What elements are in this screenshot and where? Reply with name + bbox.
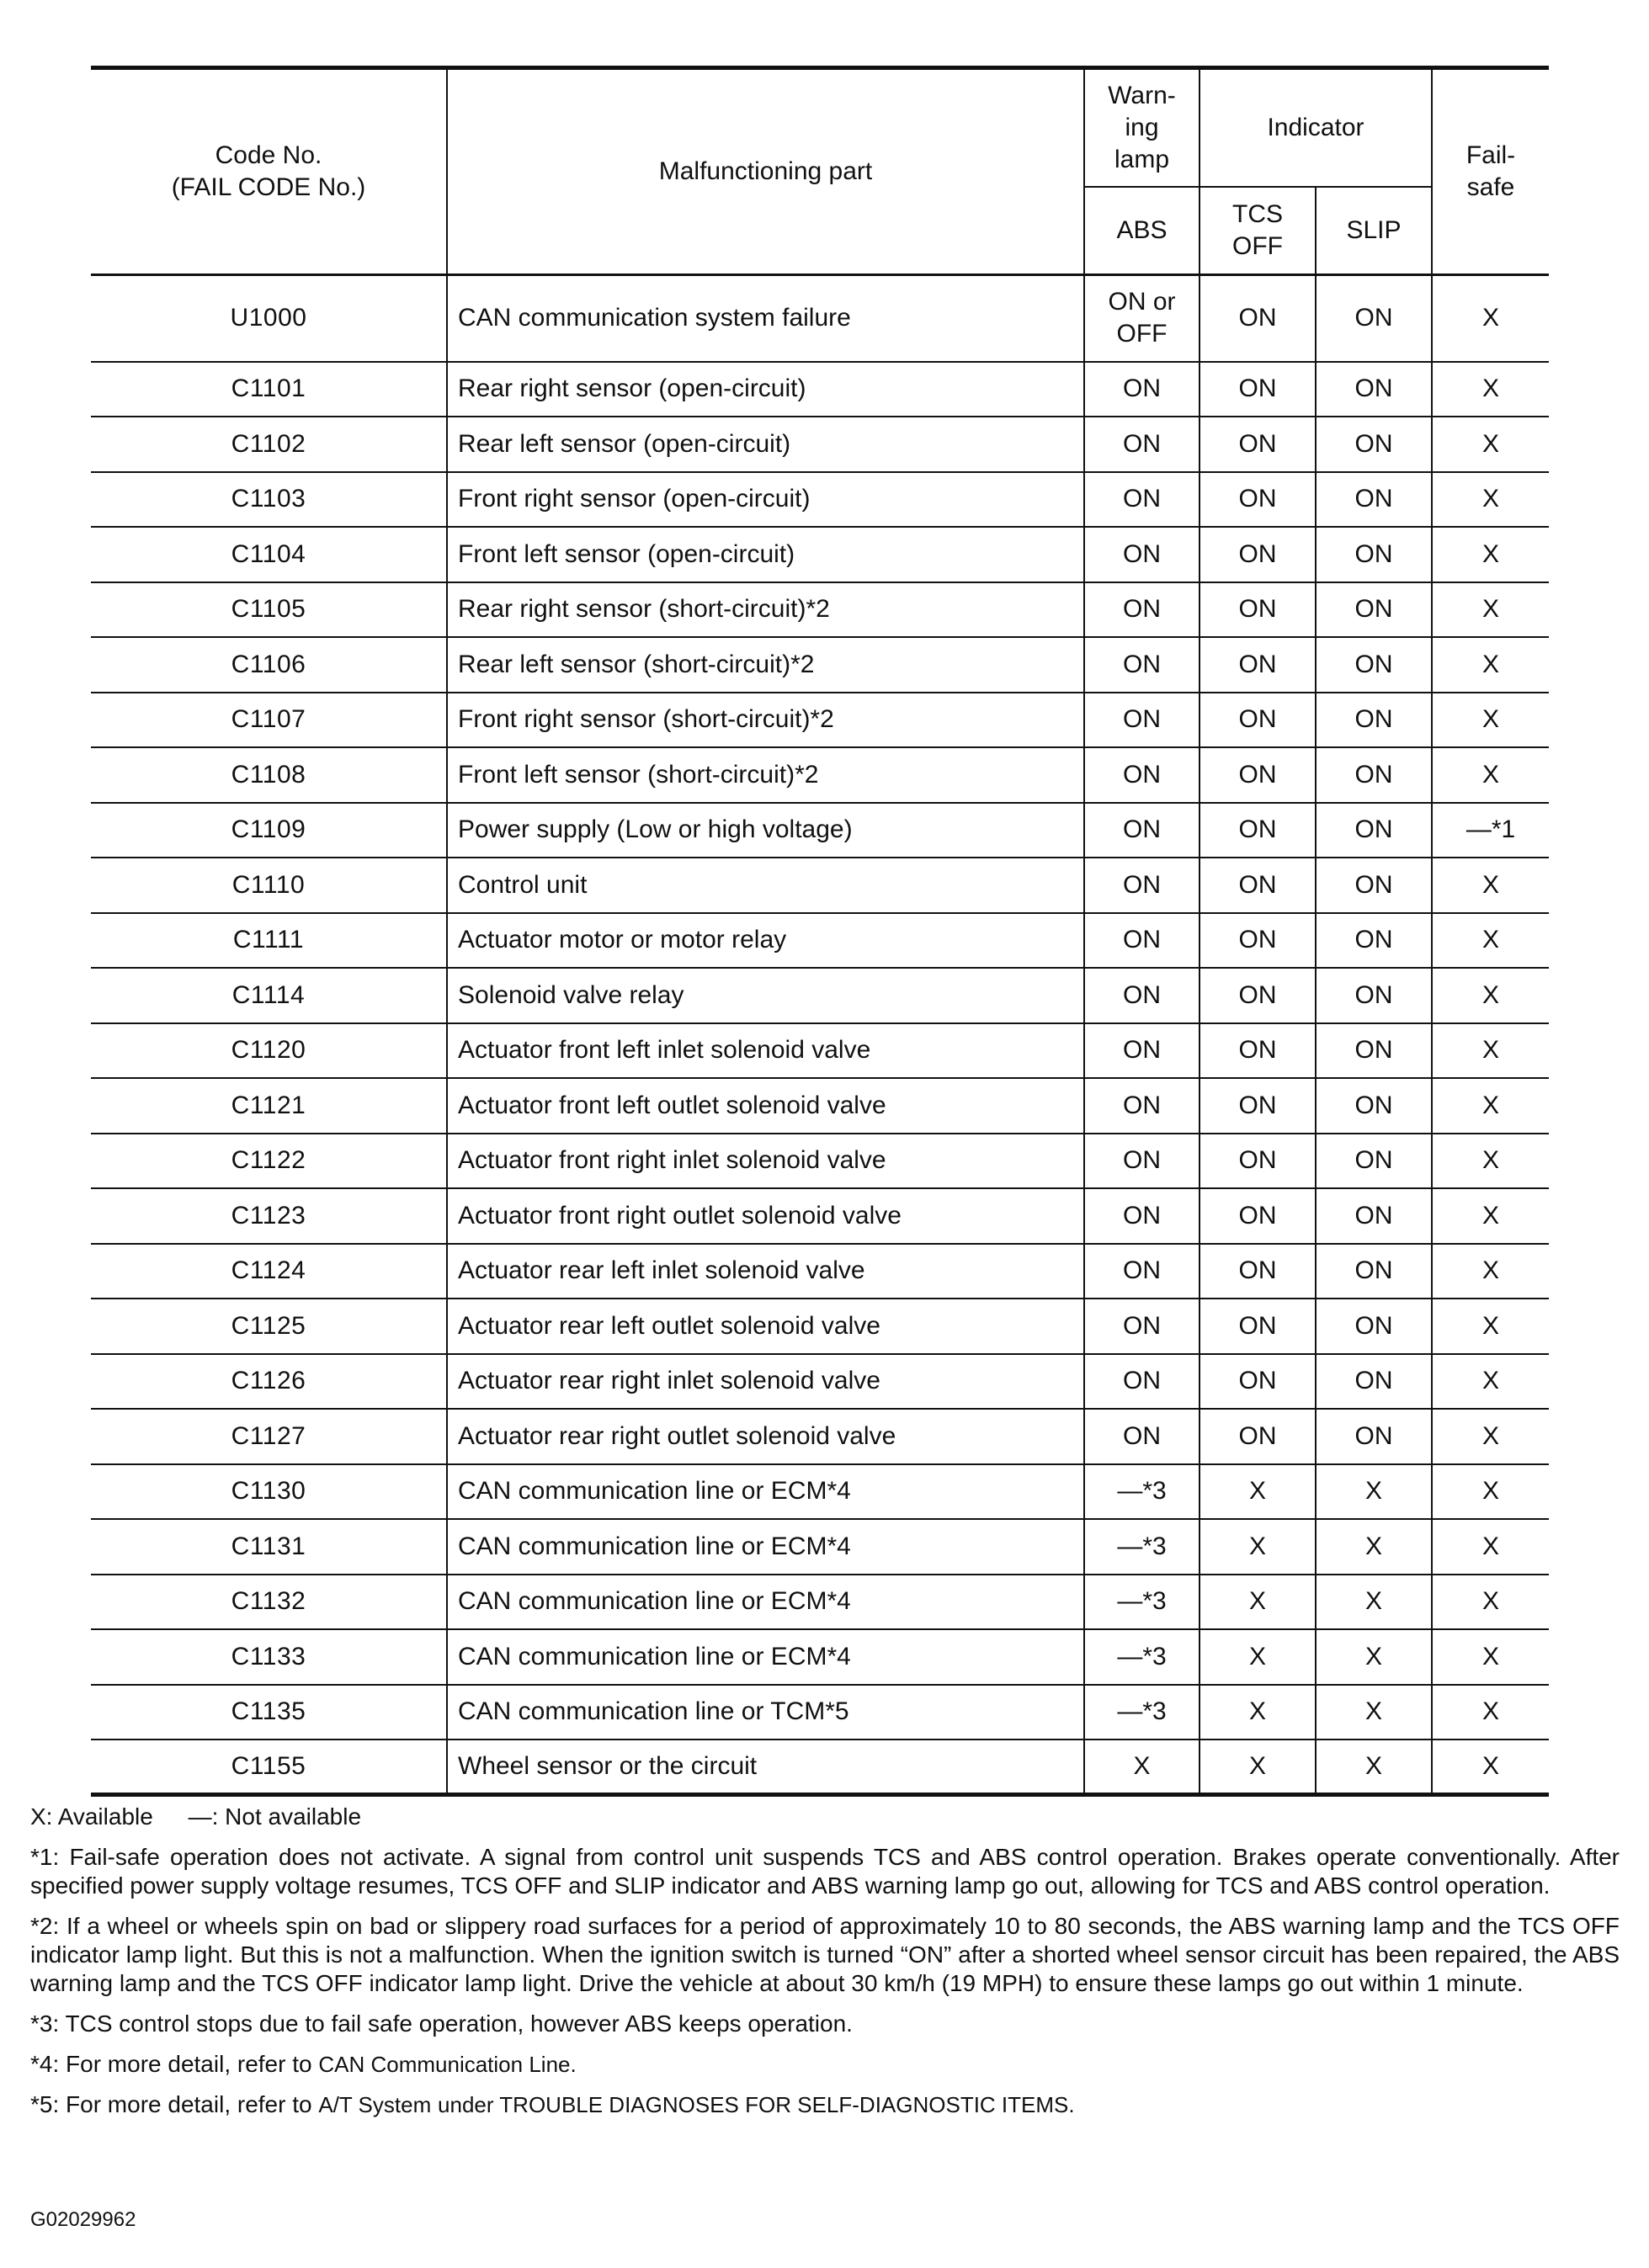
table-row: [91, 472, 1549, 528]
tcs-off-indicator-cell: X: [1200, 1740, 1316, 1795]
fail-safe-cell: X: [1432, 1409, 1549, 1464]
tcs-off-indicator-cell: ON: [1200, 275, 1316, 362]
abs-warning-cell: —*3: [1084, 1685, 1200, 1740]
fail-safe-cell: X: [1432, 527, 1549, 582]
fail-safe-cell: X: [1432, 968, 1549, 1023]
footnote-2: *2: If a wheel or wheels spin on bad or slippery road surfaces for a period of approximately 10 to 80 seconds, the ABS warning lamp and the TCS OFF indicator lamp light. But this is not a malfunction. When the ignition switch is turned “ON” after a shorted wheel sensor circuit has been repaired, the ABS warning lamp and the TCS OFF indicator lamp light. Drive the vehicle at about 30 km/h (19 MPH) to ensure these lamps go out within 1 minute.: [30, 1913, 1620, 1996]
tcs-off-indicator-cell: ON: [1200, 1409, 1316, 1464]
code-cell: C1109: [91, 803, 447, 858]
code-cell: C1110: [91, 858, 447, 913]
abs-warning-cell: ON: [1084, 693, 1200, 748]
table-row: [91, 1134, 1549, 1189]
diagnostic-code-table: [91, 66, 1549, 1797]
code-cell: C1101: [91, 362, 447, 417]
header-warning-lamp: Warn- ing lamp: [1084, 68, 1200, 188]
tcs-off-indicator-cell: ON: [1200, 527, 1316, 582]
slip-indicator-cell: ON: [1316, 275, 1432, 362]
abs-warning-cell: ON: [1084, 858, 1200, 913]
code-cell: C1103: [91, 472, 447, 528]
code-cell: C1155: [91, 1740, 447, 1795]
table-row: [91, 1575, 1549, 1630]
malfunction-part-cell: Actuator rear right inlet solenoid valve: [447, 1354, 1084, 1410]
tcs-off-indicator-cell: ON: [1200, 1188, 1316, 1244]
malfunction-part-cell: Actuator front right outlet solenoid valve: [447, 1188, 1084, 1244]
header-slip: SLIP: [1316, 187, 1432, 275]
table-row: [91, 803, 1549, 858]
tcs-off-indicator-cell: ON: [1200, 803, 1316, 858]
malfunction-part-cell: Control unit: [447, 858, 1084, 913]
malfunction-part-cell: CAN communication line or ECM*4: [447, 1519, 1084, 1575]
abs-warning-cell: ON or OFF: [1084, 275, 1200, 362]
slip-indicator-cell: ON: [1316, 362, 1432, 417]
header-malfunctioning-part: Malfunctioning part: [447, 68, 1084, 275]
code-cell: C1102: [91, 417, 447, 472]
code-cell: C1127: [91, 1409, 447, 1464]
abs-warning-cell: —*3: [1084, 1575, 1200, 1630]
table-row: [91, 1244, 1549, 1299]
code-cell: C1125: [91, 1299, 447, 1354]
code-cell: C1126: [91, 1354, 447, 1410]
malfunction-part-cell: Front right sensor (open-circuit): [447, 472, 1084, 528]
tcs-off-indicator-cell: ON: [1200, 747, 1316, 803]
abs-warning-cell: ON: [1084, 1023, 1200, 1079]
table-row: [91, 1464, 1549, 1520]
tcs-off-indicator-cell: X: [1200, 1629, 1316, 1685]
code-cell: C1121: [91, 1078, 447, 1134]
malfunction-part-cell: Actuator front left outlet solenoid valve: [447, 1078, 1084, 1134]
legend: [30, 1803, 1620, 1831]
slip-indicator-cell: ON: [1316, 747, 1432, 803]
fail-safe-cell: X: [1432, 913, 1549, 969]
tcs-off-indicator-cell: ON: [1200, 913, 1316, 969]
malfunction-part-cell: Actuator motor or motor relay: [447, 913, 1084, 969]
malfunction-part-cell: CAN communication line or ECM*4: [447, 1629, 1084, 1685]
abs-warning-cell: ON: [1084, 1078, 1200, 1134]
code-cell: C1111: [91, 913, 447, 969]
code-cell: C1124: [91, 1244, 447, 1299]
code-cell: C1130: [91, 1464, 447, 1520]
abs-warning-cell: —*3: [1084, 1464, 1200, 1520]
tcs-off-indicator-cell: ON: [1200, 417, 1316, 472]
slip-indicator-cell: X: [1316, 1740, 1432, 1795]
code-cell: C1107: [91, 693, 447, 748]
fail-safe-cell: —*1: [1432, 803, 1549, 858]
footnote-1: *1: Fail-safe operation does not activate. A signal from control unit suspends TCS and ABS control operation. Brakes operate conventionally. After specified power supply voltage resumes, TCS OFF and SLIP indicator and ABS warning lamp go out, allowing for TCS and ABS control operation.: [30, 1844, 1620, 1899]
abs-warning-cell: ON: [1084, 472, 1200, 528]
abs-warning-cell: ON: [1084, 527, 1200, 582]
fail-safe-cell: X: [1432, 637, 1549, 693]
table-row: [91, 858, 1549, 913]
code-cell: C1114: [91, 968, 447, 1023]
table-row: [91, 1409, 1549, 1464]
fail-safe-cell: X: [1432, 747, 1549, 803]
malfunction-part-cell: Rear left sensor (short-circuit)*2: [447, 637, 1084, 693]
abs-warning-cell: ON: [1084, 417, 1200, 472]
tcs-off-indicator-cell: ON: [1200, 1078, 1316, 1134]
table-row: [91, 913, 1549, 969]
table-row: [91, 362, 1549, 417]
abs-warning-cell: ON: [1084, 637, 1200, 693]
abs-warning-cell: —*3: [1084, 1519, 1200, 1575]
malfunction-part-cell: Front right sensor (short-circuit)*2: [447, 693, 1084, 748]
header-tcs-off: TCS OFF: [1200, 187, 1316, 275]
footnote-5-text: *5: For more detail, refer to: [30, 2091, 312, 2117]
code-cell: C1105: [91, 582, 447, 638]
malfunction-part-cell: Front left sensor (open-circuit): [447, 527, 1084, 582]
tcs-off-indicator-cell: X: [1200, 1464, 1316, 1520]
table-row: [91, 1685, 1549, 1740]
tcs-off-indicator-cell: ON: [1200, 693, 1316, 748]
fail-safe-cell: X: [1432, 275, 1549, 362]
fail-safe-cell: X: [1432, 417, 1549, 472]
table-row: [91, 275, 1549, 362]
malfunction-part-cell: Wheel sensor or the circuit: [447, 1740, 1084, 1795]
slip-indicator-cell: X: [1316, 1629, 1432, 1685]
malfunction-part-cell: Rear left sensor (open-circuit): [447, 417, 1084, 472]
tcs-off-indicator-cell: ON: [1200, 1354, 1316, 1410]
abs-warning-cell: ON: [1084, 1354, 1200, 1410]
footnote-4-text: *4: For more detail, refer to: [30, 2051, 312, 2077]
malfunction-part-cell: Front left sensor (short-circuit)*2: [447, 747, 1084, 803]
code-cell: C1123: [91, 1188, 447, 1244]
fail-safe-cell: X: [1432, 1354, 1549, 1410]
footnote-5-suffix: under TROUBLE DIAGNOSES FOR SELF-DIAGNOSTIC ITEMS.: [438, 2092, 1075, 2117]
malfunction-part-cell: Actuator front right inlet solenoid valve: [447, 1134, 1084, 1189]
table-row: [91, 747, 1549, 803]
slip-indicator-cell: ON: [1316, 1299, 1432, 1354]
malfunction-part-cell: Actuator rear left inlet solenoid valve: [447, 1244, 1084, 1299]
header-indicator: Indicator: [1200, 68, 1432, 188]
footnote-5: [30, 2090, 1620, 2119]
slip-indicator-cell: ON: [1316, 1023, 1432, 1079]
malfunction-part-cell: Actuator rear left outlet solenoid valve: [447, 1299, 1084, 1354]
slip-indicator-cell: X: [1316, 1519, 1432, 1575]
table-row: [91, 968, 1549, 1023]
table-row: [91, 1299, 1549, 1354]
code-cell: C1133: [91, 1629, 447, 1685]
fail-safe-cell: X: [1432, 1134, 1549, 1189]
malfunction-part-cell: Rear right sensor (open-circuit): [447, 362, 1084, 417]
table-row: [91, 1629, 1549, 1685]
abs-warning-cell: —*3: [1084, 1629, 1200, 1685]
slip-indicator-cell: ON: [1316, 1134, 1432, 1189]
fail-safe-cell: X: [1432, 472, 1549, 528]
malfunction-part-cell: CAN communication line or TCM*5: [447, 1685, 1084, 1740]
tcs-off-indicator-cell: ON: [1200, 582, 1316, 638]
tcs-off-indicator-cell: ON: [1200, 968, 1316, 1023]
abs-warning-cell: ON: [1084, 803, 1200, 858]
malfunction-part-cell: Solenoid valve relay: [447, 968, 1084, 1023]
code-cell: C1132: [91, 1575, 447, 1630]
abs-warning-cell: X: [1084, 1740, 1200, 1795]
fail-safe-cell: X: [1432, 1023, 1549, 1079]
tcs-off-indicator-cell: ON: [1200, 1134, 1316, 1189]
code-cell: C1122: [91, 1134, 447, 1189]
header-abs: ABS: [1084, 187, 1200, 275]
malfunction-part-cell: CAN communication system failure: [447, 275, 1084, 362]
header-fail-safe: Fail- safe: [1432, 68, 1549, 275]
slip-indicator-cell: ON: [1316, 913, 1432, 969]
table-body: [91, 275, 1549, 1795]
figure-id: G02029962: [30, 2208, 136, 2231]
code-cell: C1104: [91, 527, 447, 582]
abs-warning-cell: ON: [1084, 1299, 1200, 1354]
slip-indicator-cell: ON: [1316, 1354, 1432, 1410]
footnote-3: *3: TCS control stops due to fail safe operation, however ABS keeps operation.: [30, 2010, 853, 2037]
code-cell: C1135: [91, 1685, 447, 1740]
header-code-no: Code No. (FAIL CODE No.): [91, 68, 447, 275]
malfunction-part-cell: Actuator front left inlet solenoid valve: [447, 1023, 1084, 1079]
table-row: [91, 1354, 1549, 1410]
fail-safe-cell: X: [1432, 1575, 1549, 1630]
fail-safe-cell: X: [1432, 858, 1549, 913]
tcs-off-indicator-cell: ON: [1200, 1023, 1316, 1079]
fail-safe-cell: X: [1432, 1685, 1549, 1740]
code-cell: C1131: [91, 1519, 447, 1575]
code-cell: C1120: [91, 1023, 447, 1079]
fail-safe-cell: X: [1432, 1740, 1549, 1795]
table-row: [91, 1078, 1549, 1134]
slip-indicator-cell: ON: [1316, 1078, 1432, 1134]
tcs-off-indicator-cell: X: [1200, 1685, 1316, 1740]
abs-warning-cell: ON: [1084, 1134, 1200, 1189]
fail-safe-cell: X: [1432, 1188, 1549, 1244]
fail-safe-cell: X: [1432, 1078, 1549, 1134]
fail-safe-cell: X: [1432, 362, 1549, 417]
code-cell: C1106: [91, 637, 447, 693]
code-cell: C1108: [91, 747, 447, 803]
legend-not-available: —: Not available: [188, 1803, 362, 1830]
fail-safe-cell: X: [1432, 582, 1549, 638]
footnote-4: [30, 2050, 1620, 2079]
slip-indicator-cell: ON: [1316, 1188, 1432, 1244]
slip-indicator-cell: ON: [1316, 1409, 1432, 1464]
abs-warning-cell: ON: [1084, 913, 1200, 969]
table-row: [91, 1188, 1549, 1244]
malfunction-part-cell: CAN communication line or ECM*4: [447, 1464, 1084, 1520]
tcs-off-indicator-cell: X: [1200, 1575, 1316, 1630]
abs-warning-cell: ON: [1084, 582, 1200, 638]
fail-safe-cell: X: [1432, 1244, 1549, 1299]
tcs-off-indicator-cell: ON: [1200, 1299, 1316, 1354]
malfunction-part-cell: Power supply (Low or high voltage): [447, 803, 1084, 858]
slip-indicator-cell: ON: [1316, 803, 1432, 858]
abs-warning-cell: ON: [1084, 1409, 1200, 1464]
slip-indicator-cell: ON: [1316, 417, 1432, 472]
slip-indicator-cell: ON: [1316, 472, 1432, 528]
slip-indicator-cell: ON: [1316, 637, 1432, 693]
tcs-off-indicator-cell: X: [1200, 1519, 1316, 1575]
fail-safe-cell: X: [1432, 1464, 1549, 1520]
abs-warning-cell: ON: [1084, 1244, 1200, 1299]
malfunction-part-cell: Rear right sensor (short-circuit)*2: [447, 582, 1084, 638]
slip-indicator-cell: X: [1316, 1464, 1432, 1520]
tcs-off-indicator-cell: ON: [1200, 362, 1316, 417]
abs-warning-cell: ON: [1084, 362, 1200, 417]
code-cell: U1000: [91, 275, 447, 362]
malfunction-part-cell: CAN communication line or ECM*4: [447, 1575, 1084, 1630]
table-row: [91, 693, 1549, 748]
slip-indicator-cell: ON: [1316, 858, 1432, 913]
table-row: [91, 1740, 1549, 1795]
table-row: [91, 1519, 1549, 1575]
tcs-off-indicator-cell: ON: [1200, 472, 1316, 528]
fail-safe-cell: X: [1432, 1299, 1549, 1354]
malfunction-part-cell: Actuator rear right outlet solenoid valve: [447, 1409, 1084, 1464]
table-row: [91, 417, 1549, 472]
slip-indicator-cell: ON: [1316, 582, 1432, 638]
slip-indicator-cell: ON: [1316, 1244, 1432, 1299]
slip-indicator-cell: ON: [1316, 693, 1432, 748]
table-row: [91, 637, 1549, 693]
tcs-off-indicator-cell: ON: [1200, 1244, 1316, 1299]
abs-warning-cell: ON: [1084, 747, 1200, 803]
slip-indicator-cell: X: [1316, 1575, 1432, 1630]
at-system-link[interactable]: A/T System: [318, 2092, 432, 2117]
fail-safe-cell: X: [1432, 693, 1549, 748]
slip-indicator-cell: ON: [1316, 527, 1432, 582]
table-row: [91, 1023, 1549, 1079]
can-communication-line-link[interactable]: CAN Communication Line.: [318, 2052, 577, 2077]
slip-indicator-cell: ON: [1316, 968, 1432, 1023]
table-row: [91, 527, 1549, 582]
footnotes: [30, 1803, 1620, 2131]
abs-warning-cell: ON: [1084, 968, 1200, 1023]
table-row: [91, 582, 1549, 638]
fail-safe-cell: X: [1432, 1519, 1549, 1575]
legend-available: X: Available: [30, 1803, 153, 1830]
fail-safe-cell: X: [1432, 1629, 1549, 1685]
slip-indicator-cell: X: [1316, 1685, 1432, 1740]
tcs-off-indicator-cell: ON: [1200, 858, 1316, 913]
tcs-off-indicator-cell: ON: [1200, 637, 1316, 693]
abs-warning-cell: ON: [1084, 1188, 1200, 1244]
